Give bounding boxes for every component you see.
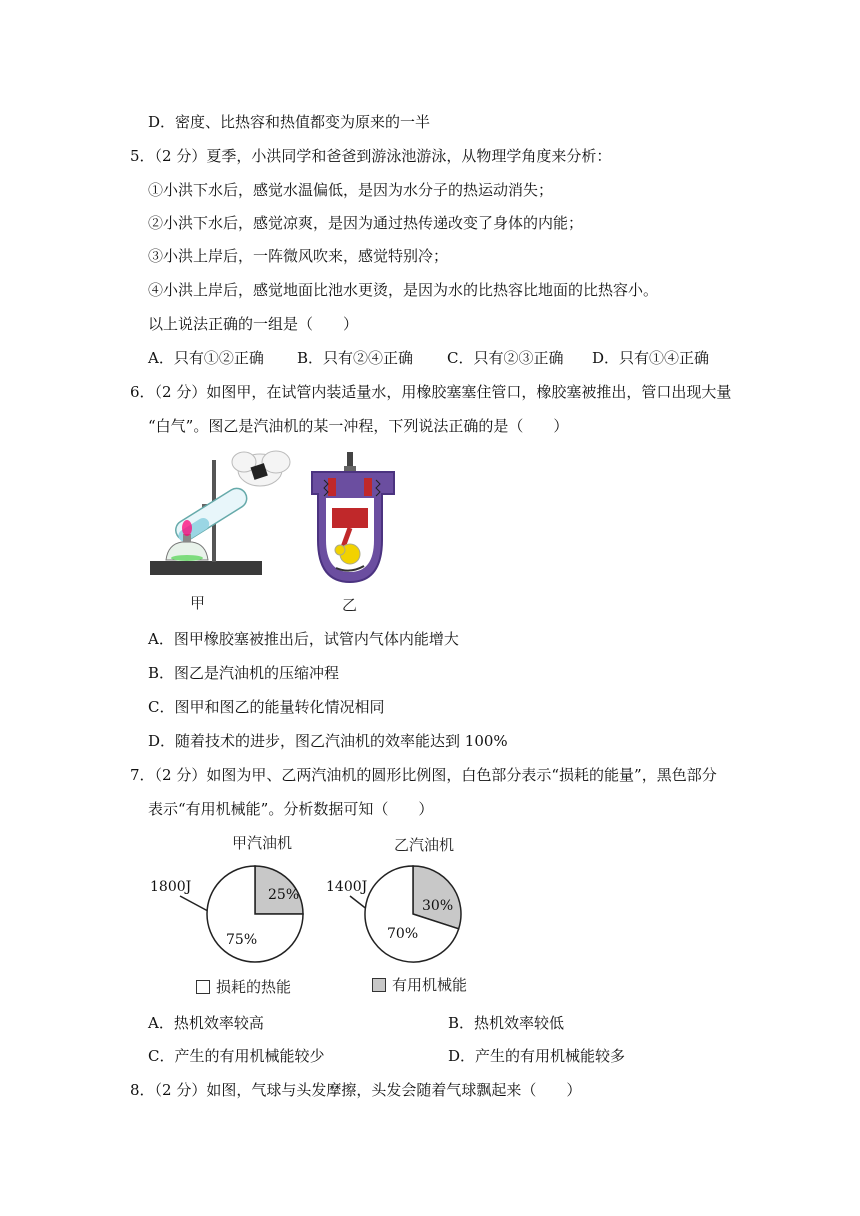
q6-stem-line2: “白气”。图乙是汽油机的某一冲程，下列说法正确的是（ ） [148,417,569,435]
pie-jia-title: 甲汽油机 [232,834,293,852]
pie-yi-slices [365,866,461,962]
pie-jia-useful-label: 25% [268,887,300,903]
q6-option-a: A．图甲橡胶塞被推出后，试管内气体内能增大 [148,630,459,648]
q5-statement-4: ④小洪上岸后，感觉地面比池水更烫，是因为水的比热容比地面的比热容小。 [148,281,659,299]
q8-stem: 8．（2 分）如图，气球与头发摩擦，头发会随着气球飘起来（ ） [130,1081,582,1099]
pie-jia-loss-label: 75% [226,932,258,948]
pie-yi-chart [326,856,476,966]
legend-useful [372,974,467,995]
legend-useful-label: 有用机械能 [392,976,468,994]
q5-stem: 5．（2 分）夏季，小洪同学和爸爸到游泳池游泳，从物理学角度来分析： [130,147,612,165]
q6-option-b: B．图乙是汽油机的压缩冲程 [148,664,340,682]
pie-jia-total-label: 1800J [150,879,192,895]
q7-option-c: C．产生的有用机械能较少 [148,1047,325,1065]
q5-statement-1: ①小洪下水后，感觉水温偏低，是因为水分子的热运动消失； [148,181,554,199]
q7-option-b: B．热机效率较低 [448,1014,565,1032]
figure-jia-caption: 甲 [190,594,206,612]
q6-option-c: C．图甲和图乙的能量转化情况相同 [148,698,385,716]
q7-stem-line2: 表示“有用机械能”。分析数据可知（ ） [148,800,434,818]
legend-loss-swatch [196,980,210,994]
q6-stem-line1: 6．（2 分）如图甲，在试管内装适量水，用橡胶塞塞住管口，橡胶塞被推出，管口出现大量 [130,383,732,401]
figure-yi-caption: 乙 [342,596,358,614]
q7-option-d: D．产生的有用机械能较多 [448,1047,626,1065]
legend-loss [196,976,291,997]
q6-option-d: D．随着技术的进步，图乙汽油机的效率能达到 100% [148,732,508,750]
q7-option-a: A．热机效率较高 [148,1014,264,1032]
figure-yi-engine [306,450,400,588]
q5-statement-3: ③小洪上岸后，一阵微风吹来，感觉特别冷； [148,247,449,265]
q4-option-d: D．密度、比热容和热值都变为原来的一半 [148,113,431,131]
q5-statement-2: ②小洪下水后，感觉凉爽，是因为通过热传递改变了身体的内能； [148,214,584,232]
legend-loss-label: 损耗的热能 [216,978,292,996]
pie-yi-useful-label: 30% [422,898,454,914]
q7-stem-line1: 7．（2 分）如图为甲、乙两汽油机的圆形比例图，白色部分表示“损耗的能量”，黑色部分 [130,766,717,784]
q5-option-a: A．只有①②正确 [148,349,264,367]
q5-option-d: D．只有①④正确 [592,349,710,367]
q5-option-c: C．只有②③正确 [447,349,564,367]
q5-question: 以上说法正确的一组是（ ） [148,315,359,333]
pie-yi-loss-label: 70% [387,926,419,942]
pie-yi-title: 乙汽油机 [394,836,455,854]
legend-useful-swatch [372,978,386,992]
pie-yi-total-label: 1400J [326,879,368,895]
figure-jia-test-tube [148,448,298,588]
q5-option-b: B．只有②④正确 [297,349,414,367]
pie-jia-chart [150,856,320,966]
